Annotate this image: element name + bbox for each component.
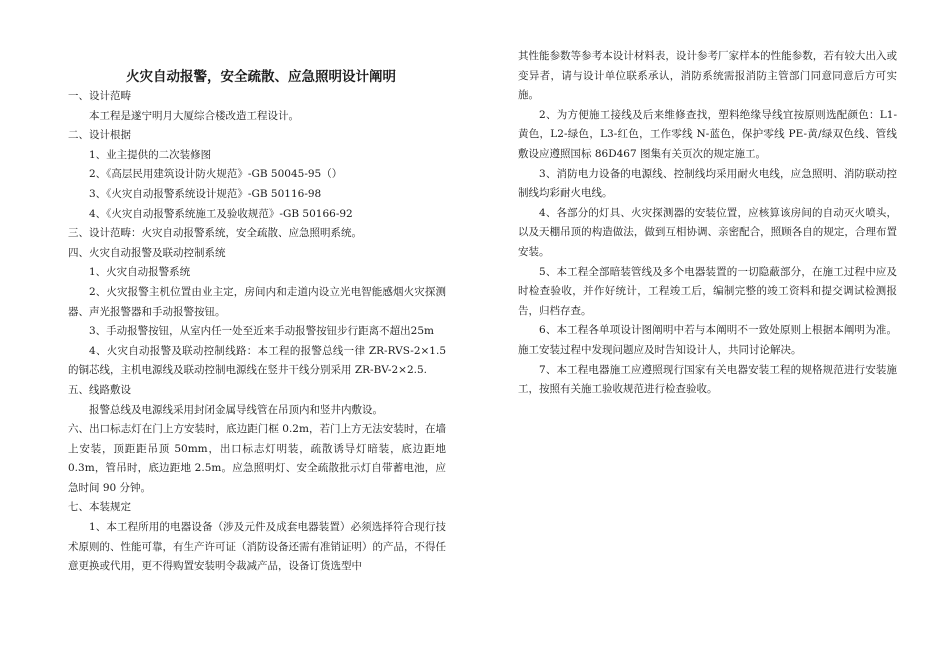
section-heading: 一、设计范畴 [68,90,131,102]
paragraph: 3、《火灾自动报警系统设计规范》-GB 50116-98 [89,187,322,200]
paragraph: 3、手动报警按钮，从室内任一处至近来手动报警按钮步行距离不超出25m [89,325,434,338]
paragraph: 1、本工程所用的电器设备（涉及元件及成套电器装置）必须选择符合现行技术原则的、性能可靠，有生产许可证（消防设备还需有准销证明）的产品，不得任意更换或代用，更不得购置安装明令裁减产品，设备订货选型中 [68,521,446,573]
document-title: 火灾自动报警，安全疏散、应急照明设计阐明 [126,69,396,85]
paragraph: 3、消防电力设备的电源线、控制线均采用耐火电线，应急照明、消防联动控制线均彩耐火电线。 [518,167,897,200]
section-heading: 四、火灾自动报警及联动控制系统 [68,246,226,259]
left-column-body [68,87,446,577]
right-column [518,47,897,400]
paragraph: 6、本工程各单项设计图阐明中若与本阐明不一致处原则上根据本阐明为准。施工安装过程中发现问题应及时告知设计人，共同讨论解决。 [518,324,897,356]
paragraph: 4、《火灾自动报警系统施工及验收规范》-GB 50166-92 [89,207,353,220]
section-heading: 七、本装规定 [68,501,131,514]
section-heading: 三、设计范畴：火灾自动报警系统，安全疏散、应急照明系统。 [68,227,362,240]
section-heading: 其性能参数等参考本设计材料表，设计参考厂家样本的性能参数，若有较大出入或变异者，请与设计单位联系承认，消防系统需报消防主管部门同意同意后方可实施。 [518,50,897,102]
paragraph: 7、本工程电器施工应遵照现行国家有关电器安装工程的规格规范进行安装施工，按照有关施工验收规范进行检查验收。 [518,363,897,396]
paragraph: 2、火灾报警主机位置由业主定，房间内和走道内设立光电智能感烟火灾探测器、声光报警器和手动报警按钮。 [68,285,446,318]
paragraph: 1、业主提供的二次装修图 [89,148,212,161]
paragraph: 报警总线及电源线采用封闭金属导线管在吊顶内和竖井内敷设。 [89,403,383,416]
section-heading: 二、设计根据 [68,129,131,142]
section-heading: 六、出口标志灯在门上方安装时，底边距门框 0.2m，若门上方无法安装时，在墙上安装，顶距距吊顶 50mm，出口标志灯明装，疏散诱导灯暗装，底边距地 0.3m，管吊时，底边距地 2.5m。应急照明灯、安全疏散批示灯自带蓄电池，应急时间 90 分钟。 [68,423,446,494]
paragraph: 2、为方便施工接线及后来维修查找，塑料绝缘导线宜按原则选配颜色：L1-黄色，L2-绿色，L3-红色，工作零线 N-蓝色，保护零线 PE-黄/绿双色线、管线敷设应遵照国标 86D467 图集有关页次的规定施工。 [518,108,897,160]
paragraph: 5、本工程全部暗装管线及多个电器装置的一切隐蔽部分，在施工过程中应及时检查验收，并作好统计，工程竣工后，编制完整的竣工资料和提交调试检测报告，归档存查。 [518,265,897,317]
left-column [68,0,446,577]
paragraph: 4、火灾自动报警及联动控制线路：本工程的报警总线一律 ZR-RVS-2×1.5 的铜芯线，主机电源线及联动控制电源线在竖井干线分别采用 ZR-BV-2×2.5. [68,344,446,377]
section-heading: 五、线路敷设 [68,383,131,396]
right-column-body [518,47,897,400]
paragraph: 1、火灾自动报警系统 [89,266,191,279]
paragraph: 2、《高层民用建筑设计防火规范》-GB 50045-95（） [89,168,343,181]
paragraph: 4、各部分的灯具、火灾探测器的安装位置，应核算该房间的自动灭火喷头，以及天棚吊顶的构造做法，做到互相协调、亲密配合，照顾各自的规定，合理布置安装。 [518,206,897,258]
paragraph: 本工程是遂宁明月大厦综合楼改造工程设计。 [89,109,299,122]
